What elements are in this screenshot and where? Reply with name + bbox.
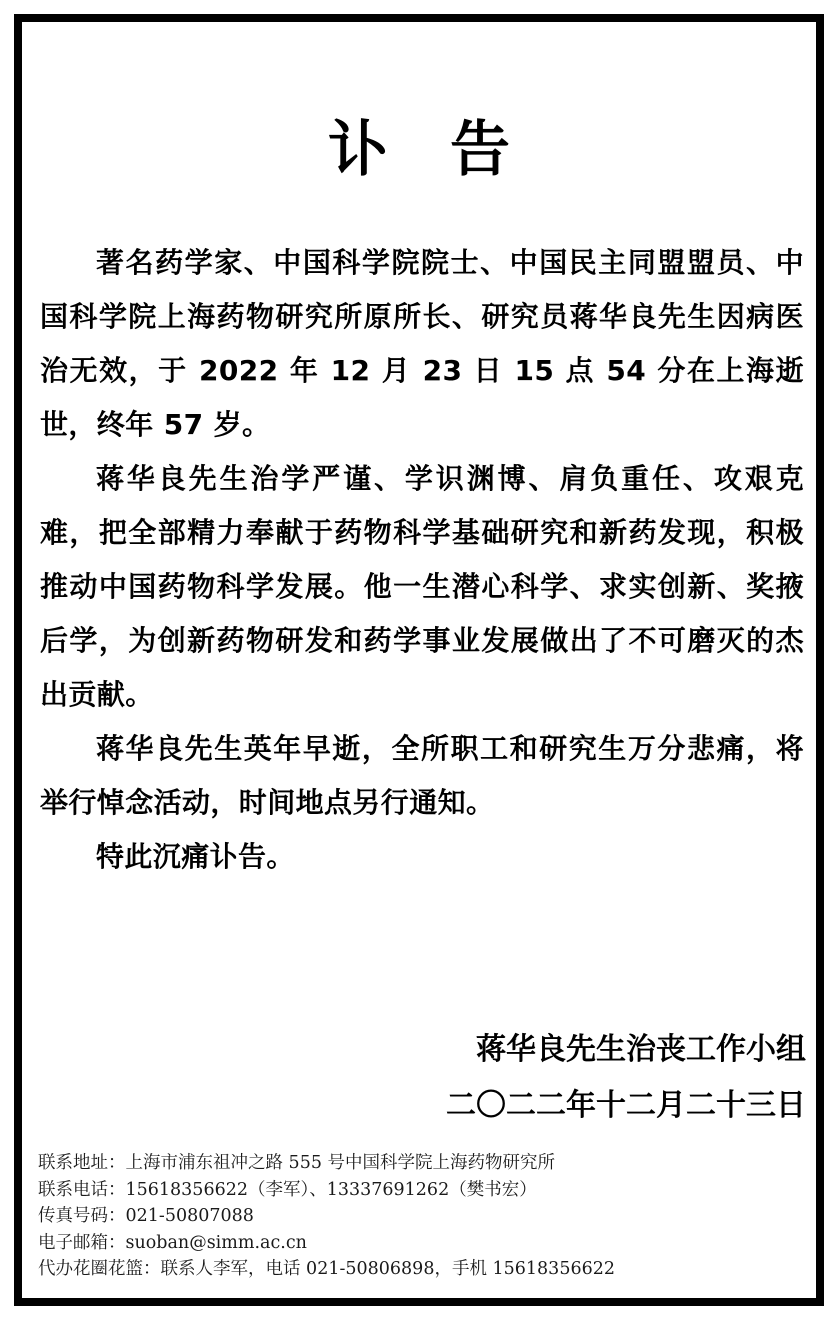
contact-address: 联系地址：上海市浦东祖冲之路 555 号中国科学院上海药物研究所 [38, 1153, 556, 1173]
notice-title: 讣告 [328, 115, 572, 185]
paragraph-announcement: 著名药学家、中国科学院院士、中国民主同盟盟员、中国科学院上海药物研究所原所长、研究员蒋华良先生因病医治无效，于 2022 年 12 月 23 日 15 点 54 分在上海逝世，终年 57 岁。 [40, 246, 804, 441]
contact-phone: 联系电话：15618356622（李军）、13337691262（樊书宏） [38, 1179, 537, 1200]
contact-wreath: 代办花圈花篮：联系人李军，电话 021-50806898，手机 15618356622 [38, 1259, 615, 1279]
contact-email: 电子邮箱：suoban@simm.ac.cn [38, 1232, 307, 1253]
signature-organization: 蒋华良先生治丧工作小组 [476, 1032, 806, 1067]
signature-date: 二〇二二年十二月二十三日 [446, 1088, 806, 1123]
paragraph-tribute: 蒋华良先生治学严谨、学识渊博、肩负重任、攻艰克难，把全部精力奉献于药物科学基础研究和新药发现，积极推动中国药物科学发展。他一生潜心科学、求实创新、奖掖后学，为创新药物研发和药学事业发展做出了不可磨灭的杰出贡献。 [40, 462, 804, 711]
paragraph-memorial: 蒋华良先生英年早逝，全所职工和研究生万分悲痛，将举行悼念活动，时间地点另行通知。 [40, 732, 804, 819]
notice-frame [14, 14, 824, 1306]
signature-block [206, 1022, 806, 1134]
notice-body [40, 236, 804, 884]
contact-fax: 传真号码：021-50807088 [38, 1206, 254, 1226]
paragraph-closing: 特此沉痛讣告。 [96, 840, 295, 873]
contact-info [38, 1150, 808, 1283]
